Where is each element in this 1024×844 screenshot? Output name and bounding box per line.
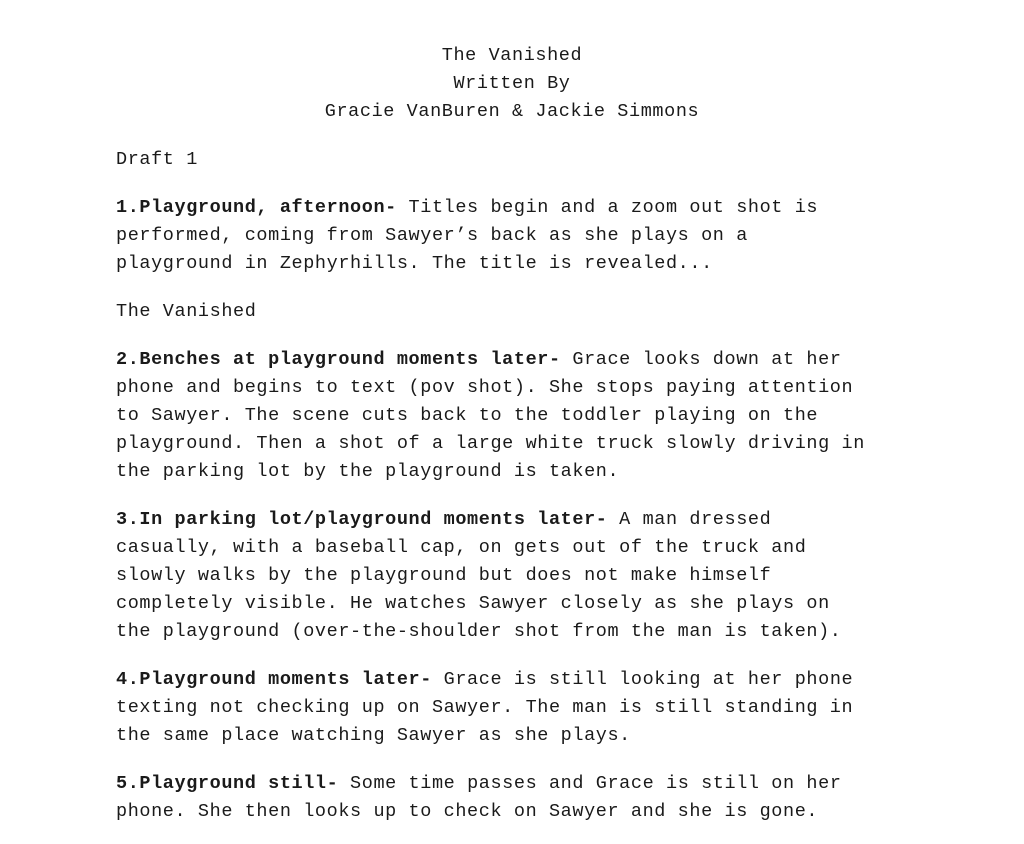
title-card: The Vanished xyxy=(116,301,257,322)
scene-2-line-5: the parking lot by the playground is taken. xyxy=(116,461,620,482)
scene-2 xyxy=(116,346,916,486)
script-page xyxy=(116,42,916,826)
scene-5-line-2: phone. She then looks up to check on Sawyer and she is gone. xyxy=(116,801,819,822)
scene-4-heading: 4.Playground moments later- xyxy=(116,669,432,690)
scene-4-line-1: Grace is still looking at her phone xyxy=(431,669,854,690)
scene-4-line-2: texting not checking up on Sawyer. The man is still standing in xyxy=(116,697,854,718)
authors: Gracie VanBuren & Jackie Simmons xyxy=(324,101,700,122)
scene-3-line-2: casually, with a baseball cap, on gets out of the truck and xyxy=(116,537,807,558)
script-title: The Vanished xyxy=(441,45,583,66)
scene-5-line-1: Some time passes and Grace is still on her xyxy=(338,773,842,794)
scene-2-line-4: playground. Then a shot of a large white truck slowly driving in xyxy=(116,433,865,454)
scene-1-line-2: performed, coming from Sawyer’s back as she plays on a xyxy=(116,225,748,246)
scene-4 xyxy=(116,666,916,750)
scene-3-line-4: completely visible. He watches Sawyer closely as she plays on xyxy=(116,593,830,614)
scene-3-line-3: slowly walks by the playground but does not make himself xyxy=(116,565,772,586)
scene-4-line-3: the same place watching Sawyer as she plays. xyxy=(116,725,631,746)
scene-1-heading: 1.Playground, afternoon- xyxy=(116,197,397,218)
scene-5-heading: 5.Playground still- xyxy=(116,773,339,794)
scene-3-line-1: A man dressed xyxy=(607,509,772,530)
scene-2-line-2: phone and begins to text (pov shot). She stops paying attention xyxy=(116,377,854,398)
scene-1-line-3: playground in Zephyrhills. The title is revealed... xyxy=(116,253,713,274)
scene-2-line-1: Grace looks down at her xyxy=(560,349,842,370)
scene-2-line-3: to Sawyer. The scene cuts back to the toddler playing on the xyxy=(116,405,819,426)
title-block xyxy=(116,42,908,126)
scene-5 xyxy=(116,770,916,826)
scene-3-line-5: the playground (over-the-shoulder shot from the man is taken). xyxy=(116,621,842,642)
scene-1 xyxy=(116,194,916,278)
written-by-label: Written By xyxy=(453,73,571,94)
scene-3 xyxy=(116,506,916,646)
draft-label: Draft 1 xyxy=(116,149,198,170)
scene-3-heading: 3.In parking lot/playground moments later- xyxy=(116,509,608,530)
scene-2-heading: 2.Benches at playground moments later- xyxy=(116,349,561,370)
scene-1-line-1: Titles begin and a zoom out shot is xyxy=(396,197,819,218)
